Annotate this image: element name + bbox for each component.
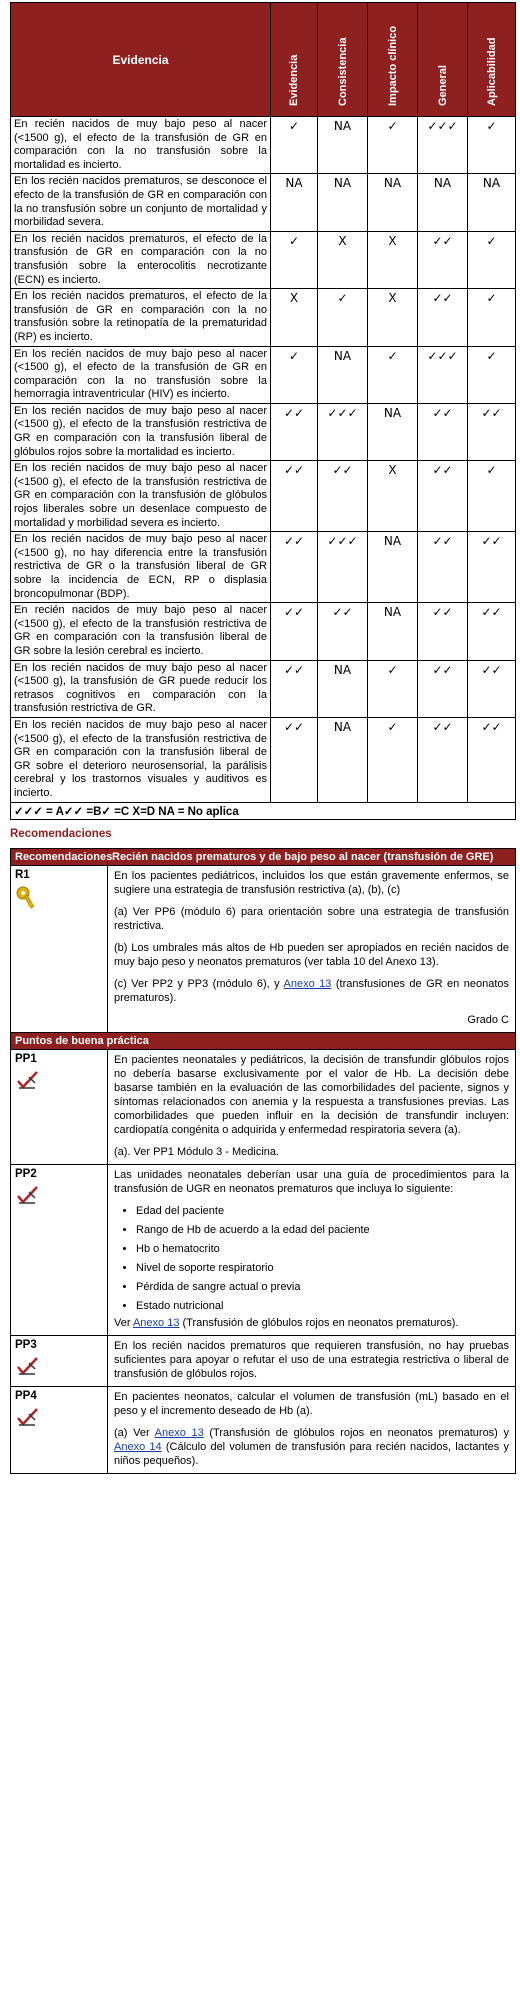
evidence-statement: En los recién nacidos de muy bajo peso al nacer (<1500 g), el efecto de la transfusión restrictiva de GR en comparación con la transfusión liberal de GR sobre el deterioro neurosensorial, la parálisis cerebral y los trastornos visuales y auditivos es incierto. xyxy=(11,717,271,802)
table-row xyxy=(11,346,516,403)
rating-applicability: ✓ xyxy=(468,117,516,174)
rating-general: ✓✓ xyxy=(418,717,468,802)
evidence-table-body xyxy=(11,117,516,803)
evidence-legend-row xyxy=(11,802,516,819)
evidence-statement: En los recién nacidos de muy bajo peso al nacer (<1500 g), el efecto de la transfusión restrictiva de GR en comparación con la transfusión de glóbulos rojos liberales sobre un desenlace compuesto de mortalidad y morbilidad severa es incierto. xyxy=(11,461,271,532)
rating-evidence: ✓ xyxy=(271,346,318,403)
rating-consistency: X xyxy=(318,231,368,288)
table-row xyxy=(11,660,516,717)
rating-general: ✓✓ xyxy=(418,660,468,717)
header-col-general: General xyxy=(418,3,468,117)
rating-general: ✓✓ xyxy=(418,403,468,460)
rating-evidence: NA xyxy=(271,174,318,231)
rec-row-pp4 xyxy=(11,1386,516,1473)
r1-paragraph-3: (b) Los umbrales más altos de Hb pueden ser apropiados en recién nacidos de muy bajo peso y neonatos prematuros (ver tabla 10 del Anexo 13). xyxy=(114,941,509,968)
header-evidence: Evidencia xyxy=(11,3,271,117)
rating-evidence: ✓✓ xyxy=(271,603,318,660)
rating-consistency: NA xyxy=(318,174,368,231)
list-item: • Nivel de soporte respiratorio xyxy=(136,1261,509,1275)
rating-clinical-impact: X xyxy=(368,231,418,288)
rating-general: ✓✓ xyxy=(418,603,468,660)
header-col-evidence: Evidencia xyxy=(271,3,318,117)
rating-general: ✓✓ xyxy=(418,461,468,532)
pp2-list xyxy=(114,1204,509,1313)
r1-grade: Grado C xyxy=(467,1013,509,1026)
rating-evidence: X xyxy=(271,289,318,346)
annex-13-link[interactable]: Anexo 13 xyxy=(154,1426,204,1439)
table-row xyxy=(11,289,516,346)
evidence-statement: En recién nacidos de muy bajo peso al nacer (<1500 g), el efecto de la transfusión restrictiva de GR en comparación con la transfusión liberal de GR sobre la lesión cerebral es incierto. xyxy=(11,603,271,660)
rating-clinical-impact: NA xyxy=(368,403,418,460)
pp4-code: PP4 xyxy=(15,1389,37,1402)
annex-13-link[interactable]: Anexo 13 xyxy=(283,977,332,990)
good-practice-title: Puntos de buena práctica xyxy=(11,1032,516,1049)
r1-paragraph-4: (c) Ver PP2 y PP3 (módulo 6), y Anexo 13 (transfusiones de GR en neonatos prematuros). xyxy=(114,977,510,1004)
rating-consistency: ✓✓✓ xyxy=(318,403,368,460)
rating-evidence: ✓✓ xyxy=(271,403,318,460)
recommendations-header xyxy=(11,848,516,865)
rating-general: ✓✓ xyxy=(418,289,468,346)
rating-evidence: ✓✓ xyxy=(271,461,318,532)
list-item: • Rango de Hb de acuerdo a la edad del paciente xyxy=(136,1223,509,1237)
rating-clinical-impact: ✓ xyxy=(368,346,418,403)
rating-applicability: ✓ xyxy=(468,461,516,532)
rec-row-pp2 xyxy=(11,1164,516,1335)
rating-clinical-impact: NA xyxy=(368,532,418,603)
evidence-table-header xyxy=(11,3,516,117)
table-row xyxy=(11,117,516,174)
table-row xyxy=(11,231,516,288)
rating-clinical-impact: X xyxy=(368,289,418,346)
header-col-applicability: Aplicabilidad xyxy=(468,3,516,117)
rating-consistency: NA xyxy=(318,117,368,174)
table-row xyxy=(11,174,516,231)
rating-consistency: ✓✓✓ xyxy=(318,532,368,603)
rating-consistency: ✓ xyxy=(318,289,368,346)
good-practice-band xyxy=(11,1032,516,1049)
table-row xyxy=(11,403,516,460)
rating-applicability: ✓✓ xyxy=(468,603,516,660)
list-item: • Estado nutricional xyxy=(136,1299,509,1313)
rating-consistency: NA xyxy=(318,346,368,403)
rec-row-pp1 xyxy=(11,1049,516,1164)
pp2-reference: Ver Anexo 13 (Transfusión de glóbulos rojos en neonatos prematuros). xyxy=(114,1316,459,1329)
rating-general: NA xyxy=(418,174,468,231)
rating-general: ✓✓✓ xyxy=(418,117,468,174)
rating-clinical-impact: ✓ xyxy=(368,117,418,174)
rating-clinical-impact: ✓ xyxy=(368,660,418,717)
pp3-paragraph: En los recién nacidos prematuros que requieren transfusión, no hay pruebas suficientes para apoyar o refutar el uso de una estrategia restrictiva o liberal de transfusión de glóbulos rojos. xyxy=(114,1339,509,1380)
rating-applicability: ✓✓ xyxy=(468,532,516,603)
evidence-statement: En los recién nacidos prematuros, el efecto de la transfusión de GR en comparación con la no transfusión sobre la enterocolitis necrotizante (ECN) es incierto. xyxy=(11,231,271,288)
recommendations-table xyxy=(10,848,516,1474)
key-icon xyxy=(15,886,103,915)
rec-row-r1 xyxy=(11,865,516,1032)
header-col-clinical-impact: Impacto clínico xyxy=(368,3,418,117)
pp4-paragraph: En pacientes neonatos, calcular el volumen de transfusión (mL) basado en el peso y el incremento deseado de Hb (a). xyxy=(114,1390,509,1417)
pp4-reference: (a) Ver Anexo 13 (Transfusión de glóbulos rojos en neonatos prematuros) y Anexo 14 (Cálculo del volumen de transfusión para recién nacidos, lactantes y niños pequeños). xyxy=(114,1426,510,1467)
rating-applicability: ✓✓ xyxy=(468,660,516,717)
rating-consistency: ✓✓ xyxy=(318,461,368,532)
evidence-statement: En los recién nacidos prematuros, el efecto de la transfusión de GR en comparación con la no transfusión sobre la retinopatía de la prematuridad (RP) es incierto. xyxy=(11,289,271,346)
rating-evidence: ✓ xyxy=(271,231,318,288)
pp3-code: PP3 xyxy=(15,1338,37,1351)
evidence-statement: En los recién nacidos prematuros, se desconoce el efecto de la transfusión de GR en comparación con la no transfusión sobre un conjunto de mortalidad y morbilidad severa. xyxy=(11,174,271,231)
table-row xyxy=(11,717,516,802)
pp2-paragraph: Las unidades neonatales deberían usar una guía de procedimientos para la transfusión de UGR en neonatos prematuros que incluya lo siguiente: xyxy=(114,1168,509,1195)
rating-evidence: ✓ xyxy=(271,117,318,174)
pp1-paragraph: En pacientes neonatales y pediátricos, la decisión de transfundir glóbulos rojos no debería basarse exclusivamente por el valor de Hb. La decisión debe basarse también en la evaluación de las comorbilidades del paciente, signos y síntomas relacionados con anemia y la respuesta a transfusiones previas. Las comorbilidades que pueden influir en la decisión de transfundir incluyen: cardiopatía congénita o adquirida y enfermedad respiratoria severa (a). xyxy=(114,1053,509,1136)
rating-applicability: NA xyxy=(468,174,516,231)
rating-consistency: NA xyxy=(318,717,368,802)
r1-paragraph-2: (a) Ver PP6 (módulo 6) para orientación sobre una estrategia de transfusión restrictiva. xyxy=(114,905,509,932)
rating-consistency: NA xyxy=(318,660,368,717)
pp1-note: (a). Ver PP1 Módulo 3 - Medicina. xyxy=(114,1145,280,1158)
rating-general: ✓✓ xyxy=(418,231,468,288)
evidence-statement: En recién nacidos de muy bajo peso al nacer (<1500 g), el efecto de la transfusión de GR en comparación con la no transfusión sobre la mortalidad es incierto. xyxy=(11,117,271,174)
table-row xyxy=(11,461,516,532)
evidence-statement: En los recién nacidos de muy bajo peso al nacer (<1500 g), la transfusión de GR puede reducir los retrasos cognitivos en comparación con la transfusión restrictiva de GR. xyxy=(11,660,271,717)
rec-header-col1: Recomendaciones xyxy=(11,848,108,865)
header-col-consistency: Consistencia xyxy=(318,3,368,117)
checkmark-pen-icon xyxy=(15,1184,103,1209)
annex-13-link[interactable]: Anexo 13 xyxy=(132,1316,180,1329)
list-item: • Hb o hematocrito xyxy=(136,1242,509,1256)
r1-code: R1 xyxy=(15,868,30,881)
table-row xyxy=(11,532,516,603)
rating-clinical-impact: X xyxy=(368,461,418,532)
list-item: • Edad del paciente xyxy=(136,1204,509,1218)
rating-clinical-impact: ✓ xyxy=(368,717,418,802)
r1-paragraph-1: En los pacientes pediátricos, incluidos los que están gravemente enfermos, se sugiere una estrategia de transfusión restrictiva (a), (b), (c) xyxy=(114,869,509,896)
rating-applicability: ✓✓ xyxy=(468,403,516,460)
rating-consistency: ✓✓ xyxy=(318,603,368,660)
checkmark-pen-icon xyxy=(15,1355,103,1380)
rec-header-col2: Recién nacidos prematuros y de bajo peso al nacer (transfusión de GRE) xyxy=(108,848,516,865)
rating-general: ✓✓ xyxy=(418,532,468,603)
rating-clinical-impact: NA xyxy=(368,603,418,660)
page xyxy=(10,2,515,1474)
pp2-code: PP2 xyxy=(15,1167,37,1180)
checkmark-pen-icon xyxy=(15,1406,103,1431)
rating-applicability: ✓ xyxy=(468,346,516,403)
rating-clinical-impact: NA xyxy=(368,174,418,231)
list-item: • Pérdida de sangre actual o previa xyxy=(136,1280,509,1294)
rating-evidence: ✓✓ xyxy=(271,532,318,603)
table-row xyxy=(11,603,516,660)
rating-evidence: ✓✓ xyxy=(271,660,318,717)
evidence-statement: En los recién nacidos de muy bajo peso al nacer (<1500 g), no hay diferencia entre la transfusión restrictiva de GR o la transfusión liberal de GR sobre la incidencia de ECN, RP o displasia broncopulmonar (BDP). xyxy=(11,532,271,603)
evidence-table xyxy=(10,2,516,820)
rating-general: ✓✓✓ xyxy=(418,346,468,403)
evidence-statement: En los recién nacidos de muy bajo peso al nacer (<1500 g), el efecto de la transfusión restrictiva de GR en comparación con la transfusión liberal de glóbulos rojos sobre la mortalidad es incierto. xyxy=(11,403,271,460)
recommendations-title: Recomendaciones xyxy=(10,827,112,840)
rating-applicability: ✓ xyxy=(468,231,516,288)
rating-evidence: ✓✓ xyxy=(271,717,318,802)
annex-14-link[interactable]: Anexo 14 xyxy=(114,1440,162,1453)
checkmark-pen-icon xyxy=(15,1069,103,1094)
rec-row-pp3 xyxy=(11,1335,516,1386)
rating-applicability: ✓✓ xyxy=(468,717,516,802)
evidence-statement: En los recién nacidos de muy bajo peso al nacer (<1500 g), el efecto de la transfusión de GR en comparación con la no transfusión sobre la hemorragia intraventricular (HIV) es incierto. xyxy=(11,346,271,403)
rating-applicability: ✓ xyxy=(468,289,516,346)
pp1-code: PP1 xyxy=(15,1052,37,1065)
evidence-legend: ✓✓✓ = A✓✓ =B✓ =C X=D NA = No aplica xyxy=(11,802,516,819)
